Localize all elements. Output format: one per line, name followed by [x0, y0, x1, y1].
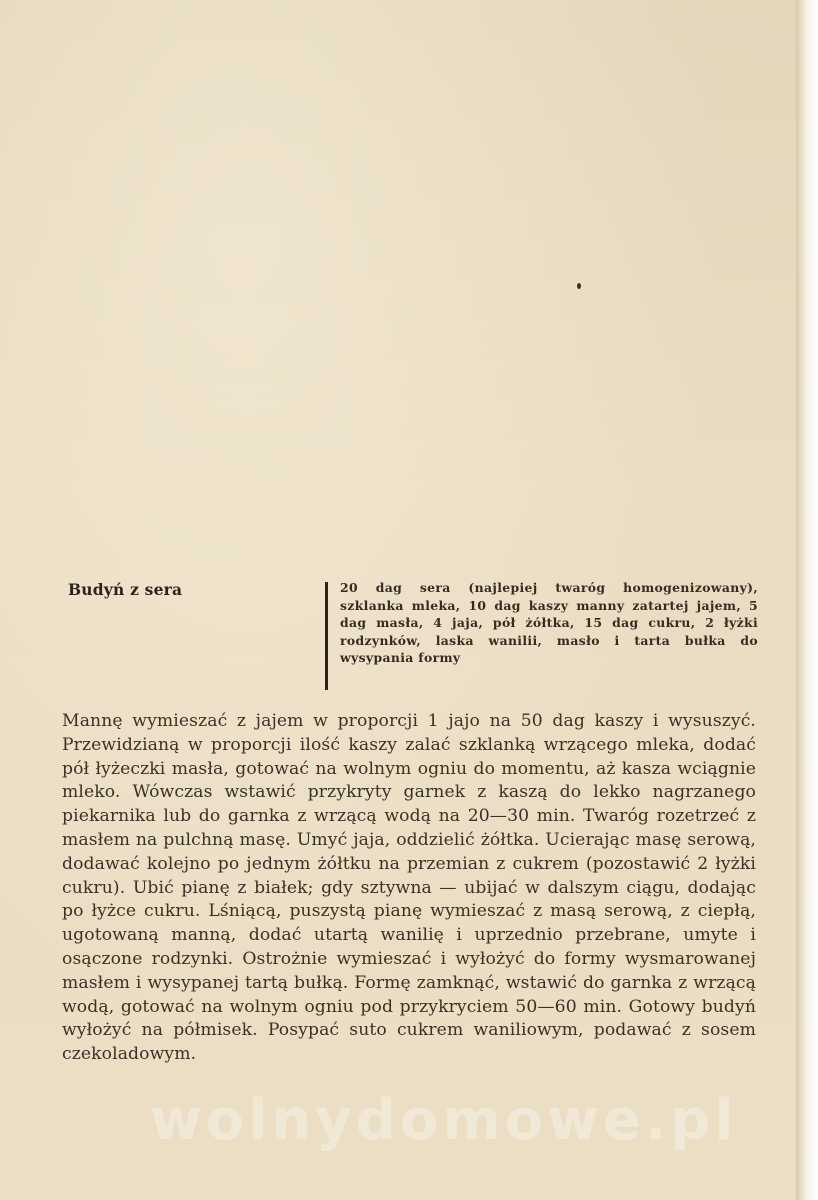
- ink-speck: [577, 283, 581, 289]
- recipe-title: Budyń z sera: [68, 580, 183, 599]
- column-divider: [325, 582, 328, 690]
- recipe-instructions: Mannę wymieszać z jajem w proporcji 1 jajo na 50 dag kaszy i wysuszyć. Przewidzianą w proporcji ilość kaszy zalać szklanką wrzącego mleka, dodać pół łyżeczki masła, gotować na wolnym ogniu do momentu, aż kasza wciągnie mleko. Wówczas wstawić przykryty garnek z kaszą do lekko nagrzanego piekarnika lub do garnka z wrzącą wodą na 20—30 min. Twaróg rozetrzeć z masłem na pulchną masę. Umyć jaja, oddzielić żółtka. Ucierając masę serową, dodawać kolejno po jednym żółtku na przemian z cukrem (pozostawić 2 łyżki cukru). Ubić pianę z białek; gdy sztywna — ubijać w dalszym ciągu, dodając po łyżce cukru. Lśniącą, puszystą pianę wymieszać z masą serową, z ciepłą, ugotowaną manną, dodać utartą wanilię i uprzednio przebrane, umyte i osączone rodzynki. Ostrożnie wymieszać i wyłożyć do formy wysmarowanej masłem i wysypanej tartą bułką. Formę zamknąć, wstawić do garnka z wrzącą wodą, gotować na wolnym ogniu pod przykryciem 50—60 min. Gotowy budyń wyłożyć na półmisek. Posypać suto cukrem waniliowym, podawać z sosem czekoladowym.: [62, 711, 756, 1065]
- ingredients-list: 20 dag sera (najlepiej twaróg homogenizowany), szklanka mleka, 10 dag kaszy manny zatartej jajem, 5 dag masła, 4 jaja, pół żółtka, 15 dag cukru, 2 łyżki rodzynków, laska wanilii, masło i tarta bułka do wysypania formy: [340, 580, 758, 666]
- watermark: wolnydomowe.pl: [150, 1088, 738, 1153]
- page-edge: [796, 0, 818, 1200]
